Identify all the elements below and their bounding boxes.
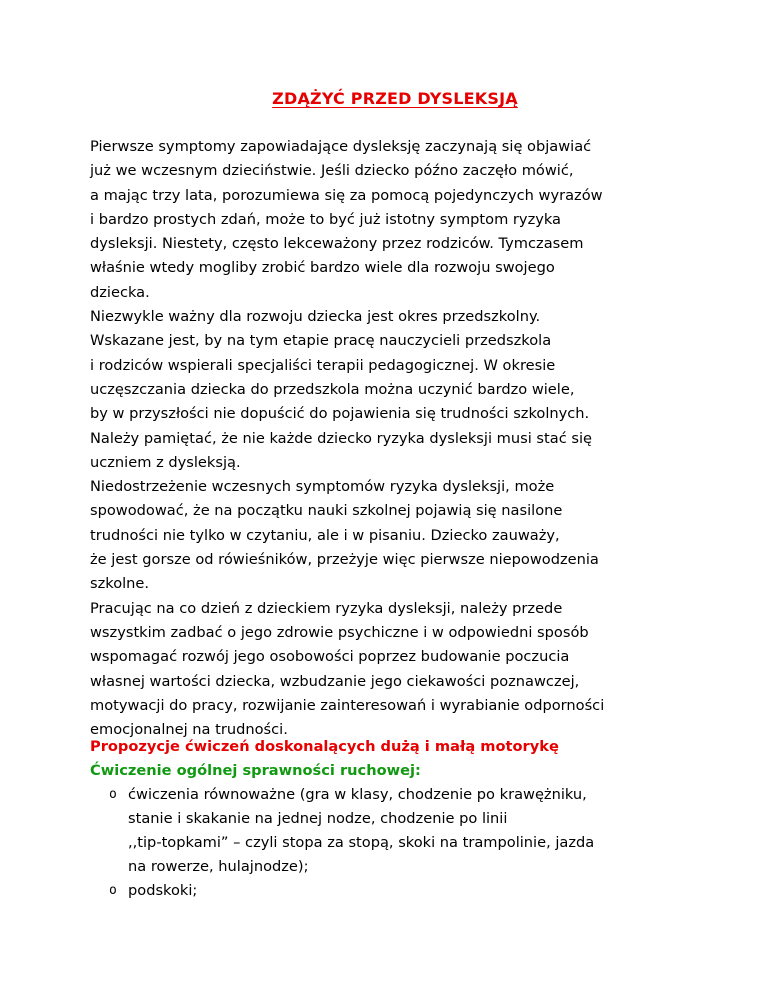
- body-line: by w przyszłości nie dopuścić do pojawienia się trudności szkolnych.: [90, 405, 590, 423]
- body-line: właśnie wtedy mogliby zrobić bardzo wiele dla rozwoju swojego: [90, 259, 555, 277]
- body-line: wspomagać rozwój jego osobowości poprzez budowanie poczucia: [90, 648, 570, 666]
- body-line: emocjonalnej na trudności.: [90, 721, 288, 739]
- body-line: Należy pamiętać, że nie każde dziecko ryzyka dysleksji musi stać się: [90, 429, 592, 447]
- exercise-section-heading: [90, 735, 698, 783]
- list-item: [90, 783, 698, 879]
- body-line: Niedostrzeżenie wczesnych symptomów ryzyka dysleksji, może: [90, 478, 555, 496]
- list-item-line: na rowerze, hulajnodze);: [128, 858, 309, 875]
- document-title: ZDĄŻYĆ PRZED DYSLEKSJĄ: [272, 89, 518, 108]
- body-line: i bardzo prostych zdań, może to być już istotny symptom ryzyka: [90, 210, 562, 228]
- subheading: Ćwiczenie ogólnej sprawności ruchowej:: [90, 762, 421, 779]
- bullet-marker: o: [109, 787, 117, 802]
- body-line: a mając trzy lata, porozumiewa się za pomocą pojedynczych wyrazów: [90, 186, 603, 204]
- body-line: Pracując na co dzień z dzieckiem ryzyka dysleksji, należy przede: [90, 599, 563, 617]
- body-line: dysleksji. Niestety, często lekceważony przez rodziców. Tymczasem: [90, 235, 584, 253]
- list-item: [90, 879, 698, 903]
- bullet-list: [90, 783, 698, 903]
- body-line: spowodować, że na początku nauki szkolnej pojawią się nasilone: [90, 502, 563, 520]
- list-item-line: ćwiczenia równoważne (gra w klasy, chodzenie po krawężniku,: [128, 786, 587, 803]
- body-line: wszystkim zadbać o jego zdrowie psychiczne i w odpowiedni sposób: [90, 623, 589, 641]
- body-line: własnej wartości dziecka, wzbudzanie jego ciekawości poznawczej,: [90, 672, 580, 690]
- body-line: Wskazane jest, by na tym etapie pracę nauczycieli przedszkola: [90, 332, 552, 350]
- body-line: Niezwykle ważny dla rozwoju dziecka jest okres przedszkolny.: [90, 308, 541, 326]
- body-line: że jest gorsze od rówieśników, przeżyje więc pierwsze niepowodzenia: [90, 551, 599, 569]
- body-text: [90, 135, 698, 742]
- body-line: uczniem z dysleksją.: [90, 453, 241, 471]
- body-line: Pierwsze symptomy zapowiadające dysleksję zaczynają się objawiać: [90, 138, 592, 155]
- body-line: już we wczesnym dzieciństwie. Jeśli dziecko późno zaczęło mówić,: [90, 162, 574, 180]
- list-item-line: ,,tip-topkami” – czyli stopa za stopą, skoki na trampolinie, jazda: [128, 834, 595, 851]
- bullet-marker: o: [109, 883, 117, 898]
- section-heading: Propozycje ćwiczeń doskonalących dużą i małą motorykę: [90, 738, 559, 755]
- body-line: motywacji do pracy, rozwijanie zainteresowań i wyrabianie odporności: [90, 696, 605, 714]
- body-line: i rodziców wspierali specjaliści terapii pedagogicznej. W okresie: [90, 356, 556, 374]
- list-item-line: stanie i skakanie na jednej nodze, chodzenie po linii: [128, 810, 508, 827]
- body-line: szkolne.: [90, 575, 150, 593]
- body-line: trudności nie tylko w czytaniu, ale i w pisaniu. Dziecko zauważy,: [90, 526, 560, 544]
- body-line: dziecka.: [90, 283, 150, 301]
- list-item-line: podskoki;: [128, 882, 198, 899]
- body-line: uczęszczania dziecka do przedszkola można uczynić bardzo wiele,: [90, 380, 575, 398]
